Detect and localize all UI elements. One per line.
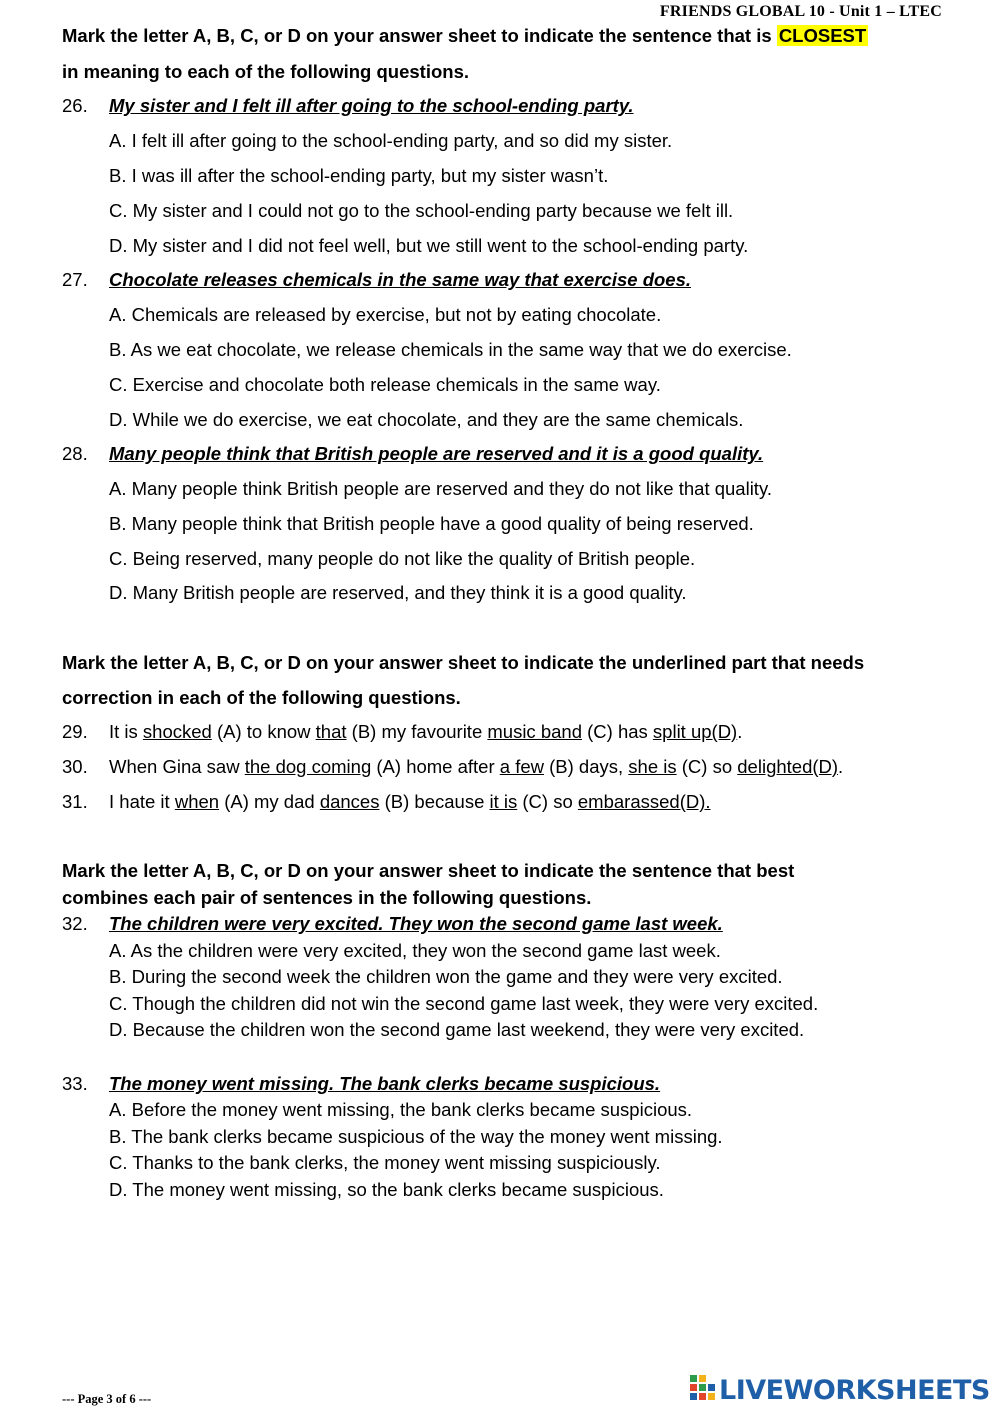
correction-sentence [109,756,843,778]
option-d[interactable]: D. While we do exercise, we eat chocolate, and they are the same chemicals. [109,409,744,430]
option-d[interactable]: D. My sister and I did not feel well, but we still went to the school-ending party. [109,235,749,256]
closest-highlight: CLOSEST [778,25,867,46]
underlined-part[interactable]: dances [319,791,380,812]
question-number: 31. [62,791,88,812]
option-d[interactable]: D. Many British people are reserved, and they think it is a good quality. [109,582,687,603]
liveworksheets-logo[interactable] [690,1373,990,1407]
underlined-part[interactable]: shocked [142,721,212,742]
liveworksheets-brand-text: LIVEWORKSHEETS [719,1374,990,1406]
question-number: 27. [62,269,88,290]
question-number: 26. [62,95,88,116]
sentence-text: (B) because [379,791,490,812]
option-a[interactable]: A. Chemicals are released by exercise, but not by eating chocolate. [109,304,662,325]
header-title: FRIENDS GLOBAL 10 - Unit 1 – LTEC [659,3,942,20]
underlined-part[interactable]: that [315,721,347,742]
option-c[interactable]: C. Being reserved, many people do not like the quality of British people. [109,548,696,569]
option-c[interactable]: C. Exercise and chocolate both release chemicals in the same way. [109,374,661,395]
underlined-part[interactable]: when [174,791,220,812]
option-c[interactable]: C. My sister and I could not go to the school-ending party because we felt ill. [109,200,734,221]
section2-instruction: Mark the letter A, B, C, or D on your answer sheet to indicate the underlined part that needs [62,652,865,673]
question-stem: Chocolate releases chemicals in the same way that exercise does. [109,269,692,290]
sentence-text: (C) so [517,791,578,812]
page-number: --- Page 3 of 6 --- [62,1392,152,1406]
sentence-text: When Gina saw [109,756,245,777]
question-stem: The children were very excited. They won the second game last week. [109,913,723,934]
liveworksheets-logo-icon [690,1375,716,1405]
sentence-text: (C) has [581,721,653,742]
instruction-text: Mark the letter A, B, C, or D on your answer sheet to indicate the sentence that is [62,25,777,46]
section1-instruction-line2: in meaning to each of the following questions. [62,61,470,82]
sentence-text: (A) home after [371,756,500,777]
option-c[interactable]: C. Thanks to the bank clerks, the money went missing suspiciously. [109,1152,661,1173]
question-number: 29. [62,721,88,742]
correction-sentence [109,721,742,743]
sentence-text: (A) my dad [219,791,320,812]
option-d[interactable]: D. Because the children won the second game last weekend, they were very excited. [109,1019,805,1040]
question-number: 32. [62,913,88,934]
underlined-part[interactable]: embarassed(D). [577,791,711,812]
underlined-part[interactable]: delighted(D) [737,756,839,777]
sentence-text: (B) days, [543,756,629,777]
sentence-text: (A) to know [211,721,316,742]
question-number: 28. [62,443,88,464]
section1-instruction [62,25,942,47]
sentence-text: I hate it [109,791,175,812]
option-a[interactable]: A. Before the money went missing, the bank clerks became suspicious. [109,1099,693,1120]
option-d[interactable]: D. The money went missing, so the bank clerks became suspicious. [109,1179,664,1200]
sentence-text: It is [109,721,143,742]
section2-instruction-line2: correction in each of the following questions. [62,687,461,708]
option-b[interactable]: B. I was ill after the school-ending party, but my sister wasn’t. [109,165,609,186]
option-b[interactable]: B. During the second week the children won the game and they were very excited. [109,966,783,987]
underlined-part[interactable]: it is [489,791,518,812]
question-stem: The money went missing. The bank clerks became suspicious. [109,1073,661,1094]
sentence-text: . [838,756,844,777]
underlined-part[interactable]: music band [487,721,582,742]
question-number: 30. [62,756,88,777]
option-b[interactable]: B. As we eat chocolate, we release chemicals in the same way that we do exercise. [109,339,792,360]
underlined-part[interactable]: the dog coming [244,756,372,777]
section3-instruction-line2: combines each pair of sentences in the following questions. [62,887,592,908]
option-c[interactable]: C. Though the children did not win the second game last week, they were very excited. [109,993,819,1014]
sentence-text: (C) so [676,756,738,777]
underlined-part[interactable]: a few [499,756,544,777]
option-b[interactable]: B. The bank clerks became suspicious of the way the money went missing. [109,1126,723,1147]
sentence-text: (B) my favourite [346,721,488,742]
sentence-text: . [737,721,743,742]
question-number: 33. [62,1073,88,1094]
correction-sentence [109,791,711,813]
question-stem: My sister and I felt ill after going to the school-ending party. [109,95,634,116]
option-a[interactable]: A. As the children were very excited, they won the second game last week. [109,940,721,961]
option-b[interactable]: B. Many people think that British people have a good quality of being reserved. [109,513,754,534]
option-a[interactable]: A. I felt ill after going to the school-ending party, and so did my sister. [109,130,673,151]
underlined-part[interactable]: she is [628,756,677,777]
question-stem: Many people think that British people are reserved and it is a good quality. [109,443,764,464]
section3-instruction: Mark the letter A, B, C, or D on your answer sheet to indicate the sentence that best [62,860,795,881]
underlined-part[interactable]: split up(D) [652,721,738,742]
option-a[interactable]: A. Many people think British people are reserved and they do not like that quality. [109,478,772,499]
